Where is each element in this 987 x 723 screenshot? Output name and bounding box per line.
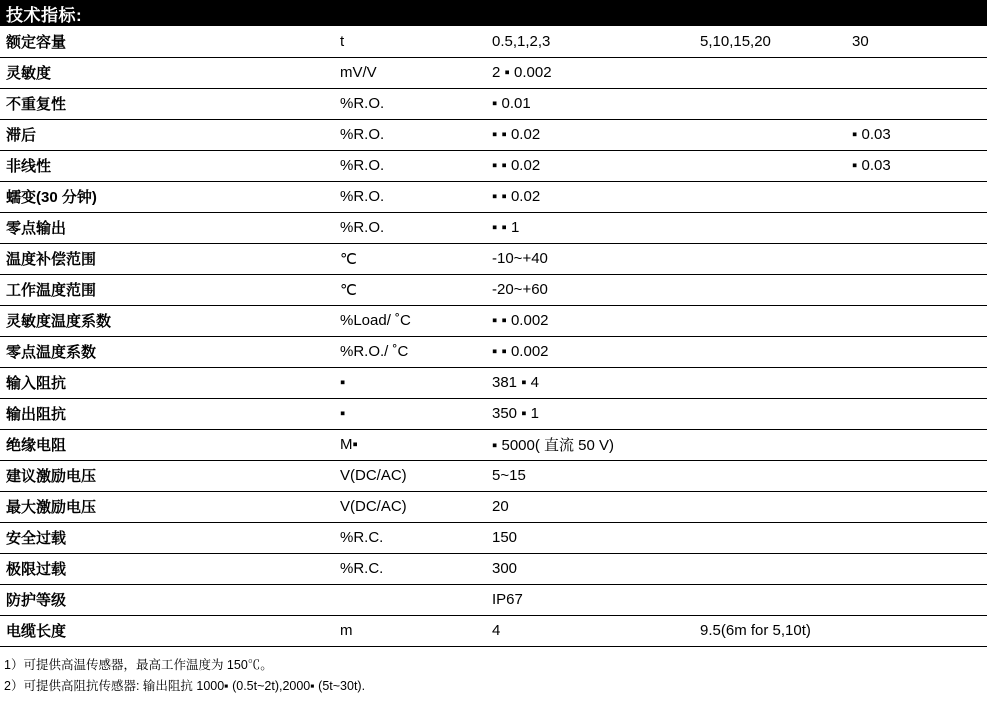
footnote-1: 1）可提供高温传感器，最高工作温度为 150℃。 — [4, 657, 273, 672]
spec-value-3 — [846, 88, 987, 119]
spec-value-2 — [694, 491, 846, 522]
spec-value-2 — [694, 367, 846, 398]
spec-value-1: -10~+40 — [486, 243, 694, 274]
spec-value-1: 20 — [486, 491, 694, 522]
table-row — [0, 274, 987, 305]
spec-value-1: ▪ 0.01 — [486, 88, 694, 119]
spec-value-2: 5,10,15,20 — [694, 26, 846, 57]
table-row — [0, 150, 987, 181]
spec-unit: %R.O./ ˚C — [334, 336, 486, 367]
spec-value-1: 381 ▪ 4 — [486, 367, 694, 398]
table-row — [0, 57, 987, 88]
spec-value-1: 350 ▪ 1 — [486, 398, 694, 429]
spec-unit: t — [334, 26, 486, 57]
spec-name: 滞后 — [0, 119, 334, 150]
spec-value-3 — [846, 181, 987, 212]
spec-name: 输出阻抗 — [0, 398, 334, 429]
table-row — [0, 615, 987, 646]
spec-value-3 — [846, 367, 987, 398]
spec-value-3 — [846, 522, 987, 553]
spec-unit: mV/V — [334, 57, 486, 88]
table-row — [0, 429, 987, 460]
spec-unit: %Load/ ˚C — [334, 305, 486, 336]
table-row — [0, 460, 987, 491]
spec-value-3 — [846, 460, 987, 491]
spec-value-3 — [846, 305, 987, 336]
spec-unit: %R.O. — [334, 181, 486, 212]
spec-value-3 — [846, 212, 987, 243]
spec-value-2 — [694, 181, 846, 212]
spec-value-2 — [694, 398, 846, 429]
spec-name: 防护等级 — [0, 584, 334, 615]
spec-value-1: ▪ 5000( 直流 50 V) — [486, 429, 694, 460]
spec-unit: m — [334, 615, 486, 646]
spec-value-1: IP67 — [486, 584, 694, 615]
spec-value-2 — [694, 429, 846, 460]
spec-value-3: ▪ 0.03 — [846, 150, 987, 181]
spec-name: 极限过载 — [0, 553, 334, 584]
table-row — [0, 398, 987, 429]
spec-unit: M▪ — [334, 429, 486, 460]
spec-name: 不重复性 — [0, 88, 334, 119]
spec-unit: %R.O. — [334, 88, 486, 119]
spec-name: 灵敏度 — [0, 57, 334, 88]
spec-name: 建议激励电压 — [0, 460, 334, 491]
spec-unit — [334, 584, 486, 615]
spec-value-3 — [846, 57, 987, 88]
table-row — [0, 367, 987, 398]
spec-value-2: 9.5(6m for 5,10t) — [694, 615, 846, 646]
spec-value-2 — [694, 336, 846, 367]
spec-value-3 — [846, 553, 987, 584]
spec-value-3 — [846, 491, 987, 522]
spec-value-3: ▪ 0.03 — [846, 119, 987, 150]
spec-value-2 — [694, 305, 846, 336]
spec-name: 绝缘电阻 — [0, 429, 334, 460]
spec-name: 灵敏度温度系数 — [0, 305, 334, 336]
table-row — [0, 243, 987, 274]
spec-unit: V(DC/AC) — [334, 460, 486, 491]
spec-name: 电缆长度 — [0, 615, 334, 646]
spec-value-2 — [694, 88, 846, 119]
table-row — [0, 491, 987, 522]
spec-value-2 — [694, 274, 846, 305]
spec-name: 零点温度系数 — [0, 336, 334, 367]
spec-value-2 — [694, 522, 846, 553]
spec-value-1: ▪ ▪ 0.02 — [486, 119, 694, 150]
spec-name: 安全过载 — [0, 522, 334, 553]
table-row — [0, 212, 987, 243]
spec-value-1: ▪ ▪ 1 — [486, 212, 694, 243]
table-row — [0, 181, 987, 212]
spec-value-2 — [694, 460, 846, 491]
spec-value-1: ▪ ▪ 0.002 — [486, 305, 694, 336]
spec-unit: ℃ — [334, 243, 486, 274]
spec-name: 最大激励电压 — [0, 491, 334, 522]
spec-name: 输入阻抗 — [0, 367, 334, 398]
spec-value-1: ▪ ▪ 0.002 — [486, 336, 694, 367]
spec-unit: ▪ — [334, 367, 486, 398]
spec-value-1: 5~15 — [486, 460, 694, 491]
spec-name: 温度补偿范围 — [0, 243, 334, 274]
spec-value-3 — [846, 336, 987, 367]
spec-value-1: ▪ ▪ 0.02 — [486, 181, 694, 212]
spec-name: 非线性 — [0, 150, 334, 181]
table-row — [0, 305, 987, 336]
table-row — [0, 522, 987, 553]
spec-value-2 — [694, 57, 846, 88]
specifications-table-body — [0, 26, 987, 646]
spec-unit: %R.O. — [334, 212, 486, 243]
spec-value-3 — [846, 615, 987, 646]
spec-unit: ▪ — [334, 398, 486, 429]
spec-value-2 — [694, 243, 846, 274]
table-row — [0, 26, 987, 57]
spec-value-3 — [846, 398, 987, 429]
spec-unit: %R.C. — [334, 522, 486, 553]
spec-value-2 — [694, 553, 846, 584]
spec-value-1: ▪ ▪ 0.02 — [486, 150, 694, 181]
spec-unit: ℃ — [334, 274, 486, 305]
spec-value-1: 0.5,1,2,3 — [486, 26, 694, 57]
table-row — [0, 553, 987, 584]
spec-value-2 — [694, 212, 846, 243]
spec-unit: V(DC/AC) — [334, 491, 486, 522]
spec-value-2 — [694, 584, 846, 615]
spec-value-3 — [846, 584, 987, 615]
footnote-2: 2）可提供高阻抗传感器: 输出阻抗 1000▪ (0.5t~2t),2000▪ (5t~30t). — [4, 678, 366, 693]
spec-unit: %R.C. — [334, 553, 486, 584]
spec-value-2 — [694, 119, 846, 150]
page-title: 技术指标: — [6, 5, 83, 25]
spec-unit: %R.O. — [334, 119, 486, 150]
specifications-table — [0, 26, 987, 647]
table-row — [0, 336, 987, 367]
spec-unit: %R.O. — [334, 150, 486, 181]
spec-value-1: -20~+60 — [486, 274, 694, 305]
spec-name: 额定容量 — [0, 26, 334, 57]
spec-value-3 — [846, 243, 987, 274]
footnotes — [0, 647, 987, 697]
table-row — [0, 584, 987, 615]
spec-value-1: 4 — [486, 615, 694, 646]
spec-name: 工作温度范围 — [0, 274, 334, 305]
spec-value-2 — [694, 150, 846, 181]
spec-value-1: 2 ▪ 0.002 — [486, 57, 694, 88]
spec-name: 零点输出 — [0, 212, 334, 243]
spec-name: 蠕变(30 分钟) — [0, 181, 334, 212]
table-row — [0, 119, 987, 150]
spec-value-3 — [846, 274, 987, 305]
spec-value-1: 150 — [486, 522, 694, 553]
table-row — [0, 88, 987, 119]
section-title-bar — [0, 0, 987, 26]
spec-value-3: 30 — [846, 26, 987, 57]
spec-value-1: 300 — [486, 553, 694, 584]
spec-value-3 — [846, 429, 987, 460]
